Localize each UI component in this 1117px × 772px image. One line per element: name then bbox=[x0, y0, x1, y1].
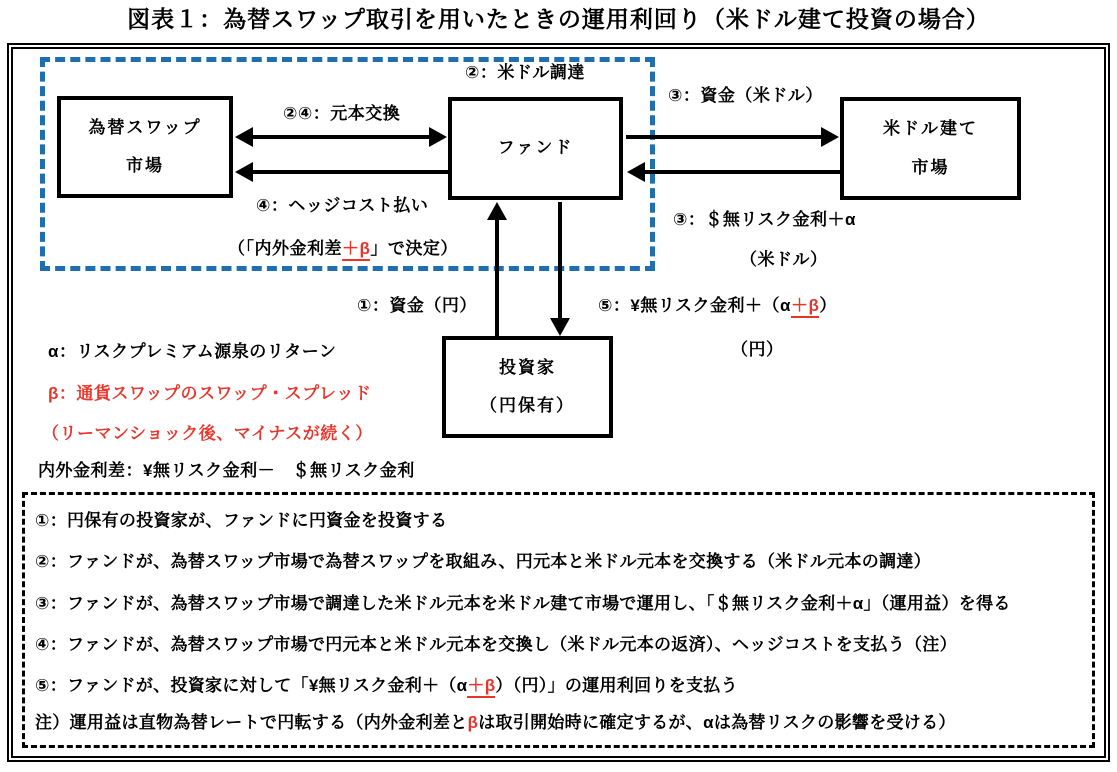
step-5-part: ⑤：ファンドが、投資家に対して「¥無リスク金利＋（α bbox=[35, 676, 468, 695]
fund-label: ファンド bbox=[497, 138, 574, 158]
usd-market-label-line2: 市場 bbox=[911, 157, 950, 177]
label-hedge-decision-part: 」で決定） bbox=[370, 239, 458, 258]
step-note-part: は取引開始時に確定するが、αは為替リスクの影響を受ける） bbox=[478, 713, 956, 732]
legend-alpha: α：リスクプレミアム源泉のリターン bbox=[48, 342, 337, 361]
step-4: ④：ファンドが、為替スワップ市場で円元本と米ドル元本を交換し（米ドル元本の返済）、ヘッジコストを支払う（注） bbox=[35, 635, 957, 654]
arrow-shaft bbox=[252, 170, 448, 174]
label-hedge-decision bbox=[228, 239, 458, 259]
fx-swap-market-label-line2: 市場 bbox=[126, 155, 164, 175]
label-funds-jpy: ①：資金（円） bbox=[357, 296, 477, 315]
legend-rate-diff: 内外金利差：¥無リスク金利－ ＄無リスク金利 bbox=[38, 461, 415, 480]
arrow-shaft bbox=[644, 170, 840, 174]
fx-swap-market-label-line1: 為替スワップ bbox=[88, 117, 202, 137]
label-hedge-decision-beta: ＋β bbox=[342, 239, 370, 261]
label-principal-exchange: ②④：元本交換 bbox=[283, 104, 401, 123]
fx-swap-market-box bbox=[57, 96, 233, 198]
legend-beta: β：通貨スワップのスワップ・スプレッド bbox=[48, 384, 372, 403]
step-5-part: ）（円）」の運用利回りを支払う bbox=[495, 676, 738, 695]
step-note-beta: β bbox=[467, 713, 479, 732]
step-1: ①：円保有の投資家が、ファンドに円資金を投資する bbox=[35, 511, 448, 530]
arrow-shaft bbox=[558, 202, 562, 319]
label-jpy-return-part: ） bbox=[819, 296, 837, 315]
investor-box bbox=[442, 336, 613, 438]
label-hedge-decision-part: （「内外金利差 bbox=[228, 239, 342, 258]
step-note bbox=[35, 713, 956, 733]
usd-market-box bbox=[840, 97, 1021, 200]
arrowhead-down-icon bbox=[550, 318, 570, 336]
label-jpy-return-part: ⑤：¥無リスク金利＋（α bbox=[598, 296, 791, 315]
step-5 bbox=[35, 676, 738, 696]
arrow-shaft bbox=[252, 135, 430, 139]
fund-box bbox=[448, 97, 623, 200]
step-3: ③：ファンドが、為替スワップ市場で調達した米ドル元本を米ドル建て市場で運用し、「＄無リスク金利＋α」（運用益）を得る bbox=[35, 594, 1011, 613]
arrowhead-left-icon bbox=[627, 162, 645, 182]
page-title: 図表１：為替スワップ取引を用いたときの運用利回り（米ドル建て投資の場合） bbox=[127, 6, 990, 32]
label-jpy-return-beta: ＋β bbox=[791, 296, 819, 318]
arrowhead-left-icon bbox=[235, 127, 253, 147]
arrowhead-right-icon bbox=[429, 127, 447, 147]
label-funds-usd: ③：資金（米ドル） bbox=[668, 86, 823, 105]
arrowhead-up-icon bbox=[487, 202, 507, 220]
label-hedge-cost: ④：ヘッジコスト払い bbox=[256, 196, 429, 215]
investor-label-line1: 投資家 bbox=[499, 357, 556, 377]
arrowhead-right-icon bbox=[821, 127, 839, 147]
arrow-shaft bbox=[626, 135, 822, 139]
step-2: ②：ファンドが、為替スワップ市場で為替スワップを取組み、円元本と米ドル元本を交換する（米ドル元本の調達） bbox=[35, 552, 931, 571]
label-usd-currency: （米ドル） bbox=[740, 250, 828, 269]
label-jpy-currency: （円） bbox=[731, 340, 784, 359]
arrowhead-left-icon bbox=[235, 162, 253, 182]
label-jpy-return bbox=[598, 296, 837, 316]
usd-market-label-line1: 米ドル建て bbox=[883, 119, 978, 139]
label-usd-riskfree-return: ③：＄無リスク金利＋α bbox=[673, 210, 857, 229]
step-note-part: 注）運用益は直物為替レートで円転する（内外金利差と bbox=[35, 713, 468, 732]
step-5-beta: ＋β bbox=[467, 676, 495, 698]
legend-beta-note: （リーマンショック後、マイナスが続く） bbox=[42, 424, 373, 443]
label-usd-funding: ②：米ドル調達 bbox=[465, 63, 585, 82]
arrow-shaft bbox=[495, 219, 499, 337]
investor-label-line2: （円保有） bbox=[480, 395, 575, 415]
